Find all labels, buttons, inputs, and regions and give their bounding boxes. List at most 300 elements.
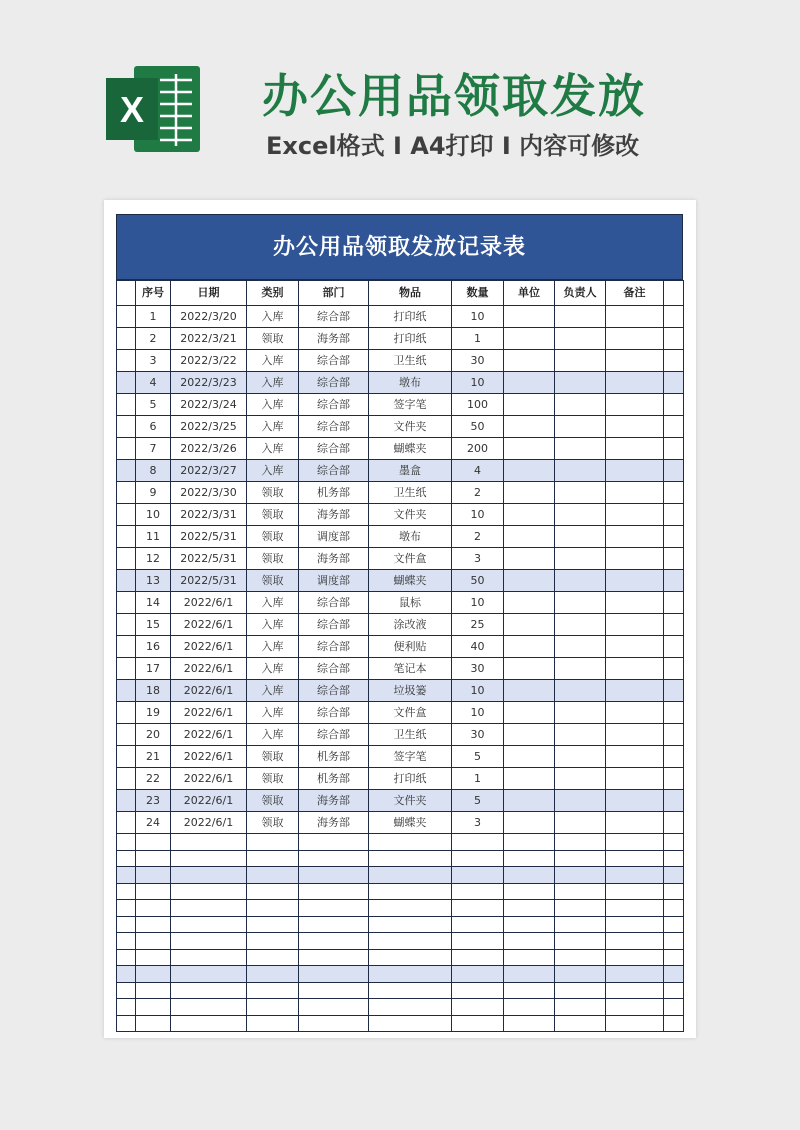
table-cell-item[interactable]: 墩布 <box>369 372 452 394</box>
table-cell-no[interactable]: 23 <box>136 790 171 812</box>
table-cell-empty[interactable] <box>606 982 664 999</box>
table-cell-type[interactable]: 入库 <box>247 680 299 702</box>
table-cell-empty[interactable] <box>171 999 247 1016</box>
table-cell-type[interactable]: 领取 <box>247 768 299 790</box>
table-cell-empty[interactable] <box>504 982 555 999</box>
table-cell-empty[interactable] <box>664 966 684 983</box>
table-cell-empty[interactable] <box>606 416 664 438</box>
table-cell-date[interactable]: 2022/6/1 <box>171 658 247 680</box>
table-row[interactable] <box>117 350 684 372</box>
table-row-empty[interactable] <box>117 900 684 917</box>
table-cell-qty[interactable]: 2 <box>452 526 504 548</box>
table-cell-empty[interactable] <box>504 438 555 460</box>
table-row[interactable] <box>117 306 684 328</box>
table-cell-dept[interactable]: 海务部 <box>299 548 369 570</box>
table-cell-item[interactable]: 鼠标 <box>369 592 452 614</box>
table-cell-no[interactable]: 8 <box>136 460 171 482</box>
table-cell-empty[interactable] <box>117 999 136 1016</box>
table-cell-empty[interactable] <box>606 482 664 504</box>
table-cell-empty[interactable] <box>606 949 664 966</box>
table-cell-blank[interactable] <box>117 460 136 482</box>
table-cell-item[interactable]: 打印纸 <box>369 328 452 350</box>
table-cell-empty[interactable] <box>664 416 684 438</box>
table-cell-empty[interactable] <box>606 592 664 614</box>
table-cell-empty[interactable] <box>664 999 684 1016</box>
table-cell-dept[interactable]: 综合部 <box>299 372 369 394</box>
table-cell-empty[interactable] <box>606 1015 664 1032</box>
table-cell-empty[interactable] <box>555 614 606 636</box>
table-cell-empty[interactable] <box>555 460 606 482</box>
table-cell-empty[interactable] <box>555 372 606 394</box>
table-cell-type[interactable]: 入库 <box>247 592 299 614</box>
table-cell-empty[interactable] <box>299 834 369 851</box>
table-cell-empty[interactable] <box>504 768 555 790</box>
table-cell-empty[interactable] <box>555 1015 606 1032</box>
table-cell-empty[interactable] <box>555 504 606 526</box>
table-cell-empty[interactable] <box>664 614 684 636</box>
table-cell-date[interactable]: 2022/6/1 <box>171 680 247 702</box>
table-cell-empty[interactable] <box>555 328 606 350</box>
table-cell-empty[interactable] <box>606 834 664 851</box>
table-cell-no[interactable]: 6 <box>136 416 171 438</box>
table-cell-item[interactable]: 打印纸 <box>369 768 452 790</box>
table-cell-empty[interactable] <box>606 999 664 1016</box>
table-cell-empty[interactable] <box>555 526 606 548</box>
table-row[interactable] <box>117 460 684 482</box>
table-cell-qty[interactable]: 30 <box>452 724 504 746</box>
table-cell-date[interactable]: 2022/3/31 <box>171 504 247 526</box>
table-cell-type[interactable]: 领取 <box>247 746 299 768</box>
table-cell-type[interactable]: 入库 <box>247 658 299 680</box>
table-cell-blank[interactable] <box>117 350 136 372</box>
table-cell-empty[interactable] <box>117 1015 136 1032</box>
table-cell-empty[interactable] <box>136 1015 171 1032</box>
table-cell-empty[interactable] <box>606 702 664 724</box>
table-cell-empty[interactable] <box>369 982 452 999</box>
table-cell-dept[interactable]: 综合部 <box>299 658 369 680</box>
table-cell-no[interactable]: 16 <box>136 636 171 658</box>
table-cell-empty[interactable] <box>664 867 684 884</box>
table-cell-empty[interactable] <box>504 350 555 372</box>
table-cell-no[interactable]: 9 <box>136 482 171 504</box>
table-cell-type[interactable]: 入库 <box>247 306 299 328</box>
table-cell-qty[interactable]: 2 <box>452 482 504 504</box>
table-row[interactable] <box>117 768 684 790</box>
table-cell-empty[interactable] <box>299 916 369 933</box>
table-row-empty[interactable] <box>117 949 684 966</box>
table-cell-empty[interactable] <box>664 548 684 570</box>
table-cell-empty[interactable] <box>664 916 684 933</box>
table-cell-type[interactable]: 领取 <box>247 504 299 526</box>
table-cell-date[interactable]: 2022/6/1 <box>171 746 247 768</box>
table-cell-dept[interactable]: 综合部 <box>299 306 369 328</box>
table-cell-empty[interactable] <box>504 790 555 812</box>
table-cell-empty[interactable] <box>555 438 606 460</box>
table-cell-date[interactable]: 2022/3/20 <box>171 306 247 328</box>
table-cell-dept[interactable]: 综合部 <box>299 438 369 460</box>
table-row-empty[interactable] <box>117 999 684 1016</box>
table-cell-no[interactable]: 19 <box>136 702 171 724</box>
table-cell-qty[interactable]: 50 <box>452 570 504 592</box>
table-cell-empty[interactable] <box>606 614 664 636</box>
table-cell-empty[interactable] <box>606 812 664 834</box>
table-cell-empty[interactable] <box>171 867 247 884</box>
table-cell-empty[interactable] <box>606 746 664 768</box>
table-cell-blank[interactable] <box>117 636 136 658</box>
table-cell-empty[interactable] <box>171 900 247 917</box>
table-cell-empty[interactable] <box>555 933 606 950</box>
table-cell-item[interactable]: 蝴蝶夹 <box>369 812 452 834</box>
table-cell-empty[interactable] <box>136 867 171 884</box>
table-cell-empty[interactable] <box>247 834 299 851</box>
table-cell-blank[interactable] <box>117 702 136 724</box>
table-cell-empty[interactable] <box>117 900 136 917</box>
table-cell-qty[interactable]: 10 <box>452 702 504 724</box>
table-cell-blank[interactable] <box>117 504 136 526</box>
table-cell-qty[interactable]: 200 <box>452 438 504 460</box>
table-cell-dept[interactable]: 调度部 <box>299 570 369 592</box>
table-cell-dept[interactable]: 海务部 <box>299 328 369 350</box>
table-cell-empty[interactable] <box>504 1015 555 1032</box>
table-cell-empty[interactable] <box>171 1015 247 1032</box>
table-cell-qty[interactable]: 30 <box>452 350 504 372</box>
table-row-empty[interactable] <box>117 966 684 983</box>
table-cell-empty[interactable] <box>136 933 171 950</box>
table-cell-empty[interactable] <box>504 702 555 724</box>
table-cell-dept[interactable]: 综合部 <box>299 614 369 636</box>
table-cell-empty[interactable] <box>555 702 606 724</box>
table-cell-date[interactable]: 2022/6/1 <box>171 724 247 746</box>
table-cell-empty[interactable] <box>247 999 299 1016</box>
table-cell-empty[interactable] <box>504 916 555 933</box>
table-cell-empty[interactable] <box>664 746 684 768</box>
table-cell-empty[interactable] <box>504 850 555 867</box>
table-cell-qty[interactable]: 30 <box>452 658 504 680</box>
table-cell-empty[interactable] <box>136 999 171 1016</box>
table-cell-item[interactable]: 卫生纸 <box>369 724 452 746</box>
table-cell-empty[interactable] <box>247 966 299 983</box>
table-cell-empty[interactable] <box>504 900 555 917</box>
table-cell-qty[interactable]: 100 <box>452 394 504 416</box>
table-cell-type[interactable]: 领取 <box>247 526 299 548</box>
table-cell-empty[interactable] <box>664 812 684 834</box>
table-cell-qty[interactable]: 4 <box>452 460 504 482</box>
table-cell-empty[interactable] <box>171 982 247 999</box>
table-cell-empty[interactable] <box>452 883 504 900</box>
table-cell-type[interactable]: 领取 <box>247 790 299 812</box>
table-cell-empty[interactable] <box>555 592 606 614</box>
table-row[interactable] <box>117 614 684 636</box>
table-cell-no[interactable]: 22 <box>136 768 171 790</box>
table-cell-type[interactable]: 领取 <box>247 570 299 592</box>
table-cell-empty[interactable] <box>452 867 504 884</box>
table-cell-empty[interactable] <box>664 850 684 867</box>
table-cell-empty[interactable] <box>504 949 555 966</box>
table-cell-empty[interactable] <box>247 850 299 867</box>
table-cell-empty[interactable] <box>504 614 555 636</box>
table-cell-empty[interactable] <box>504 933 555 950</box>
table-cell-blank[interactable] <box>117 328 136 350</box>
table-cell-qty[interactable]: 3 <box>452 548 504 570</box>
table-cell-item[interactable]: 文件夹 <box>369 416 452 438</box>
table-cell-dept[interactable]: 海务部 <box>299 504 369 526</box>
table-cell-empty[interactable] <box>664 328 684 350</box>
table-cell-empty[interactable] <box>606 636 664 658</box>
table-cell-empty[interactable] <box>555 570 606 592</box>
table-cell-empty[interactable] <box>369 916 452 933</box>
table-row[interactable] <box>117 812 684 834</box>
table-cell-empty[interactable] <box>606 372 664 394</box>
table-cell-empty[interactable] <box>504 883 555 900</box>
table-row[interactable] <box>117 416 684 438</box>
table-cell-empty[interactable] <box>504 482 555 504</box>
table-cell-empty[interactable] <box>606 680 664 702</box>
table-cell-no[interactable]: 14 <box>136 592 171 614</box>
table-cell-empty[interactable] <box>664 834 684 851</box>
table-cell-empty[interactable] <box>664 883 684 900</box>
table-cell-empty[interactable] <box>504 372 555 394</box>
table-cell-empty[interactable] <box>452 834 504 851</box>
table-row[interactable] <box>117 702 684 724</box>
table-cell-no[interactable]: 15 <box>136 614 171 636</box>
table-cell-empty[interactable] <box>555 306 606 328</box>
table-cell-empty[interactable] <box>664 636 684 658</box>
table-cell-empty[interactable] <box>504 812 555 834</box>
table-row[interactable] <box>117 680 684 702</box>
table-cell-empty[interactable] <box>504 416 555 438</box>
table-cell-empty[interactable] <box>369 933 452 950</box>
table-cell-date[interactable]: 2022/3/25 <box>171 416 247 438</box>
table-cell-empty[interactable] <box>606 790 664 812</box>
table-cell-empty[interactable] <box>555 790 606 812</box>
table-cell-empty[interactable] <box>117 933 136 950</box>
table-cell-no[interactable]: 10 <box>136 504 171 526</box>
table-row[interactable] <box>117 526 684 548</box>
table-cell-dept[interactable]: 机务部 <box>299 482 369 504</box>
table-cell-empty[interactable] <box>171 916 247 933</box>
table-cell-blank[interactable] <box>117 416 136 438</box>
table-cell-empty[interactable] <box>171 949 247 966</box>
table-row-empty[interactable] <box>117 867 684 884</box>
table-cell-date[interactable]: 2022/3/24 <box>171 394 247 416</box>
table-cell-empty[interactable] <box>117 966 136 983</box>
table-cell-item[interactable]: 蝴蝶夹 <box>369 438 452 460</box>
table-cell-empty[interactable] <box>299 933 369 950</box>
table-cell-empty[interactable] <box>606 933 664 950</box>
table-cell-empty[interactable] <box>369 1015 452 1032</box>
table-cell-empty[interactable] <box>136 949 171 966</box>
table-cell-empty[interactable] <box>664 900 684 917</box>
table-cell-empty[interactable] <box>606 548 664 570</box>
table-cell-empty[interactable] <box>504 548 555 570</box>
table-cell-empty[interactable] <box>117 916 136 933</box>
table-cell-item[interactable]: 墨盒 <box>369 460 452 482</box>
table-cell-dept[interactable]: 机务部 <box>299 768 369 790</box>
table-cell-empty[interactable] <box>369 883 452 900</box>
table-cell-blank[interactable] <box>117 746 136 768</box>
table-cell-empty[interactable] <box>664 350 684 372</box>
table-cell-type[interactable]: 入库 <box>247 702 299 724</box>
table-cell-empty[interactable] <box>452 850 504 867</box>
table-cell-empty[interactable] <box>664 504 684 526</box>
table-cell-blank[interactable] <box>117 724 136 746</box>
table-cell-dept[interactable]: 综合部 <box>299 460 369 482</box>
table-cell-empty[interactable] <box>247 933 299 950</box>
table-cell-empty[interactable] <box>606 306 664 328</box>
table-cell-empty[interactable] <box>504 966 555 983</box>
table-cell-qty[interactable]: 10 <box>452 504 504 526</box>
table-cell-empty[interactable] <box>117 982 136 999</box>
table-cell-item[interactable]: 签字笔 <box>369 746 452 768</box>
table-cell-empty[interactable] <box>606 504 664 526</box>
table-cell-no[interactable]: 21 <box>136 746 171 768</box>
table-cell-empty[interactable] <box>664 658 684 680</box>
table-cell-type[interactable]: 入库 <box>247 438 299 460</box>
table-row[interactable] <box>117 482 684 504</box>
table-cell-empty[interactable] <box>606 438 664 460</box>
table-row-empty[interactable] <box>117 982 684 999</box>
table-cell-empty[interactable] <box>136 883 171 900</box>
table-cell-empty[interactable] <box>664 482 684 504</box>
table-cell-empty[interactable] <box>117 850 136 867</box>
table-cell-dept[interactable]: 综合部 <box>299 680 369 702</box>
table-cell-empty[interactable] <box>664 790 684 812</box>
table-cell-qty[interactable]: 5 <box>452 746 504 768</box>
table-cell-empty[interactable] <box>369 867 452 884</box>
table-cell-qty[interactable]: 3 <box>452 812 504 834</box>
table-row[interactable] <box>117 592 684 614</box>
table-row-empty[interactable] <box>117 834 684 851</box>
table-cell-empty[interactable] <box>555 916 606 933</box>
table-cell-empty[interactable] <box>299 867 369 884</box>
table-row[interactable] <box>117 658 684 680</box>
table-cell-qty[interactable]: 5 <box>452 790 504 812</box>
table-cell-date[interactable]: 2022/6/1 <box>171 592 247 614</box>
table-cell-item[interactable]: 文件夹 <box>369 504 452 526</box>
table-cell-empty[interactable] <box>555 394 606 416</box>
table-cell-empty[interactable] <box>664 460 684 482</box>
table-cell-empty[interactable] <box>555 658 606 680</box>
table-cell-empty[interactable] <box>171 933 247 950</box>
table-cell-empty[interactable] <box>664 394 684 416</box>
table-cell-blank[interactable] <box>117 438 136 460</box>
table-cell-date[interactable]: 2022/6/1 <box>171 768 247 790</box>
table-cell-empty[interactable] <box>117 867 136 884</box>
table-cell-empty[interactable] <box>664 724 684 746</box>
table-cell-empty[interactable] <box>504 394 555 416</box>
table-cell-empty[interactable] <box>664 702 684 724</box>
table-cell-empty[interactable] <box>452 999 504 1016</box>
table-cell-type[interactable]: 领取 <box>247 482 299 504</box>
table-cell-empty[interactable] <box>299 999 369 1016</box>
table-cell-empty[interactable] <box>452 1015 504 1032</box>
table-cell-type[interactable]: 入库 <box>247 372 299 394</box>
table-cell-no[interactable]: 20 <box>136 724 171 746</box>
table-cell-type[interactable]: 入库 <box>247 416 299 438</box>
table-cell-empty[interactable] <box>369 834 452 851</box>
table-row-empty[interactable] <box>117 883 684 900</box>
table-cell-item[interactable]: 文件盒 <box>369 548 452 570</box>
table-cell-qty[interactable]: 10 <box>452 306 504 328</box>
table-cell-no[interactable]: 24 <box>136 812 171 834</box>
table-cell-blank[interactable] <box>117 548 136 570</box>
table-cell-qty[interactable]: 40 <box>452 636 504 658</box>
table-cell-empty[interactable] <box>452 916 504 933</box>
table-cell-item[interactable]: 文件盒 <box>369 702 452 724</box>
table-row[interactable] <box>117 372 684 394</box>
table-cell-no[interactable]: 7 <box>136 438 171 460</box>
table-cell-blank[interactable] <box>117 680 136 702</box>
table-cell-qty[interactable]: 10 <box>452 680 504 702</box>
table-cell-type[interactable]: 领取 <box>247 328 299 350</box>
table-cell-dept[interactable]: 机务部 <box>299 746 369 768</box>
table-cell-empty[interactable] <box>555 548 606 570</box>
table-cell-empty[interactable] <box>606 724 664 746</box>
table-cell-empty[interactable] <box>664 306 684 328</box>
table-cell-empty[interactable] <box>452 949 504 966</box>
table-cell-empty[interactable] <box>117 949 136 966</box>
table-cell-empty[interactable] <box>247 982 299 999</box>
table-cell-no[interactable]: 2 <box>136 328 171 350</box>
table-cell-date[interactable]: 2022/3/22 <box>171 350 247 372</box>
table-cell-empty[interactable] <box>247 867 299 884</box>
table-cell-empty[interactable] <box>247 949 299 966</box>
table-cell-empty[interactable] <box>504 526 555 548</box>
table-cell-empty[interactable] <box>117 834 136 851</box>
table-cell-item[interactable]: 笔记本 <box>369 658 452 680</box>
table-cell-empty[interactable] <box>664 768 684 790</box>
table-cell-empty[interactable] <box>299 883 369 900</box>
table-cell-empty[interactable] <box>299 966 369 983</box>
table-cell-empty[interactable] <box>247 900 299 917</box>
table-cell-type[interactable]: 入库 <box>247 350 299 372</box>
table-cell-empty[interactable] <box>606 658 664 680</box>
table-cell-no[interactable]: 18 <box>136 680 171 702</box>
table-cell-blank[interactable] <box>117 482 136 504</box>
table-cell-empty[interactable] <box>504 570 555 592</box>
table-cell-empty[interactable] <box>504 460 555 482</box>
table-cell-blank[interactable] <box>117 592 136 614</box>
table-row[interactable] <box>117 570 684 592</box>
table-cell-empty[interactable] <box>452 933 504 950</box>
table-cell-qty[interactable]: 10 <box>452 592 504 614</box>
table-cell-empty[interactable] <box>555 949 606 966</box>
table-cell-dept[interactable]: 综合部 <box>299 702 369 724</box>
table-cell-empty[interactable] <box>504 636 555 658</box>
table-cell-empty[interactable] <box>136 982 171 999</box>
table-cell-date[interactable]: 2022/5/31 <box>171 548 247 570</box>
table-cell-empty[interactable] <box>452 982 504 999</box>
table-cell-dept[interactable]: 综合部 <box>299 724 369 746</box>
table-cell-empty[interactable] <box>504 724 555 746</box>
table-cell-empty[interactable] <box>504 592 555 614</box>
table-cell-empty[interactable] <box>606 850 664 867</box>
table-cell-dept[interactable]: 综合部 <box>299 636 369 658</box>
table-cell-empty[interactable] <box>664 372 684 394</box>
table-cell-dept[interactable]: 调度部 <box>299 526 369 548</box>
table-cell-empty[interactable] <box>117 883 136 900</box>
table-cell-empty[interactable] <box>299 900 369 917</box>
table-cell-item[interactable]: 蝴蝶夹 <box>369 570 452 592</box>
table-cell-empty[interactable] <box>504 328 555 350</box>
table-cell-dept[interactable]: 综合部 <box>299 416 369 438</box>
table-cell-no[interactable]: 11 <box>136 526 171 548</box>
table-cell-empty[interactable] <box>555 636 606 658</box>
table-row[interactable] <box>117 636 684 658</box>
table-cell-item[interactable]: 卫生纸 <box>369 482 452 504</box>
table-cell-blank[interactable] <box>117 372 136 394</box>
table-cell-empty[interactable] <box>369 999 452 1016</box>
